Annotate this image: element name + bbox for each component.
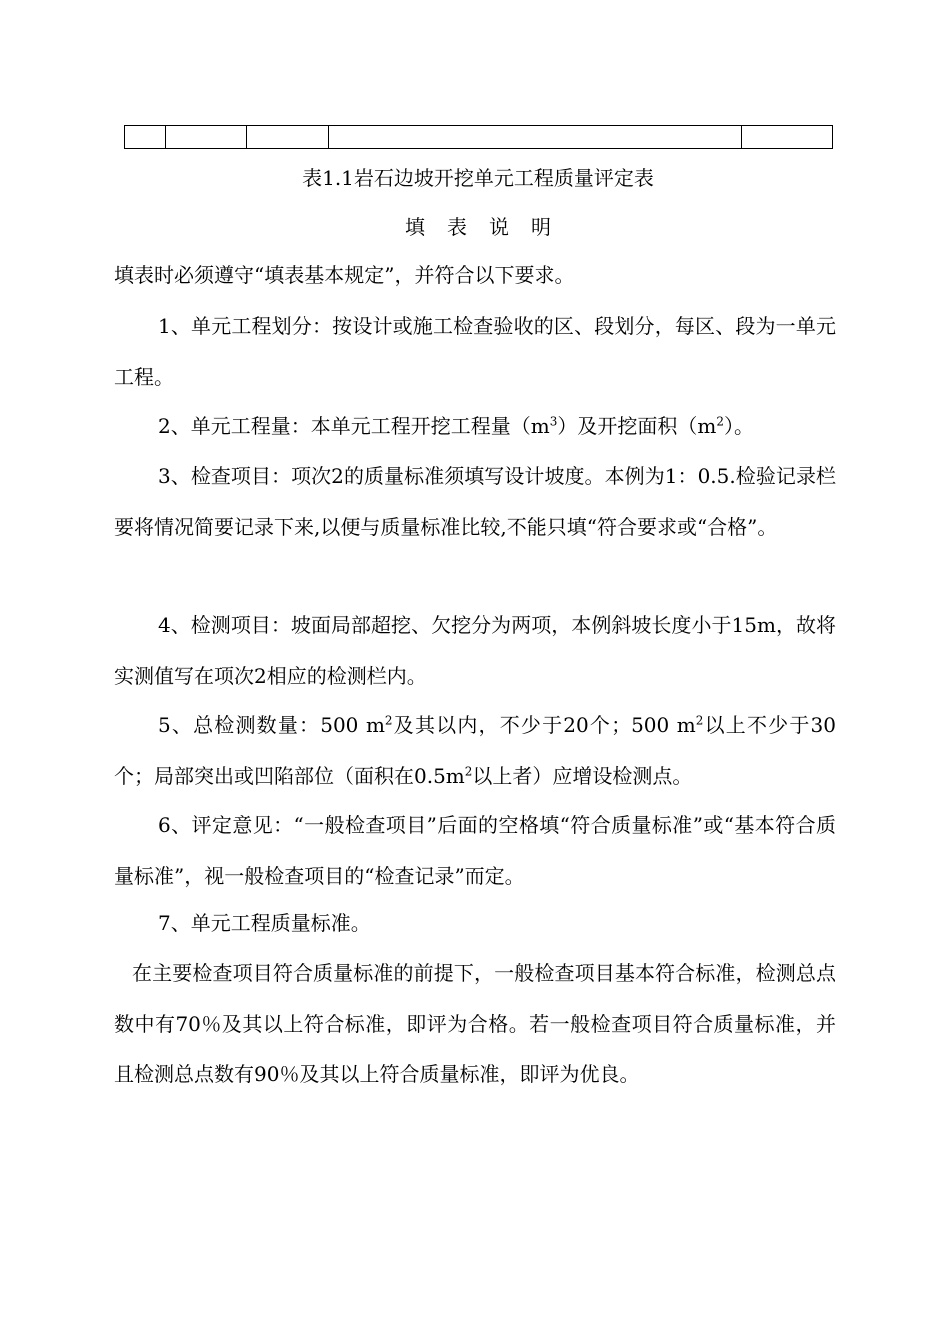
paragraph-5-text: 及其以内，不少于20个；500 m [392, 713, 696, 737]
table-title: 表1.1岩石边坡开挖单元工程质量评定表 [302, 166, 654, 190]
paragraph-2 [114, 401, 836, 452]
superscript: 2 [716, 414, 724, 429]
paragraph-1: 1、单元工程划分：按设计或施工检查验收的区、段划分，每区、段为一单元工程。 [114, 314, 836, 389]
paragraph-7: 7、单元工程质量标准。 [158, 911, 371, 935]
paragraph-6: 6、评定意见：“一般检查项目”后面的空格填“符合质量标准”或“基本符合质量标准”，视一般检查项目的“检查记录”而定。 [114, 813, 836, 888]
paragraph-2-text: ）。 [723, 414, 754, 438]
paragraph-5 [114, 700, 836, 801]
table-cell [742, 126, 833, 149]
paragraph-5-text: 以上不少于30个；局部突出或凹陷部位（面积在0.5m [114, 713, 836, 788]
paragraph-2-text: ）及开挖面积（m [557, 414, 717, 438]
paragraph-2-text: 2、单元工程量：本单元工程开挖工程量（m [158, 414, 550, 438]
intro-paragraph: 填表时必须遵守“填表基本规定”，并符合以下要求。 [114, 263, 575, 287]
section-heading: 填表说明 [405, 215, 573, 239]
paragraph-5-text: 5、总检测数量：500 m [158, 713, 385, 737]
superscript: 2 [464, 763, 473, 778]
paragraph-3: 3、检查项目：项次2的质量标准须填写设计坡度。本例为1：0.5.检验记录栏要将情况简要记录下来,以便与质量标准比较,不能只填“符合要求或“合格”。 [114, 464, 836, 539]
table-cell [329, 126, 742, 149]
superscript: 2 [384, 713, 393, 728]
paragraph-8: 在主要检查项目符合质量标准的前提下，一般检查项目基本符合标准，检测总点数中有70％及其以上符合标准，即评为合格。若一般检查项目符合质量标准，并且检测总点数有90％及其以上符合质量标准，即评为优良。 [114, 961, 836, 1086]
table-cell [166, 126, 247, 149]
table-cell [247, 126, 329, 149]
superscript: 3 [549, 414, 558, 429]
paragraph-5-text: 以上者）应增设检测点。 [472, 763, 693, 788]
paragraph-4: 4、检测项目：坡面局部超挖、欠挖分为两项，本例斜坡长度小于15m，故将实测值写在项次2相应的检测栏内。 [114, 613, 836, 688]
table-row [125, 126, 833, 149]
table-stub [124, 125, 833, 149]
table-cell [125, 126, 166, 149]
superscript: 2 [695, 713, 704, 728]
